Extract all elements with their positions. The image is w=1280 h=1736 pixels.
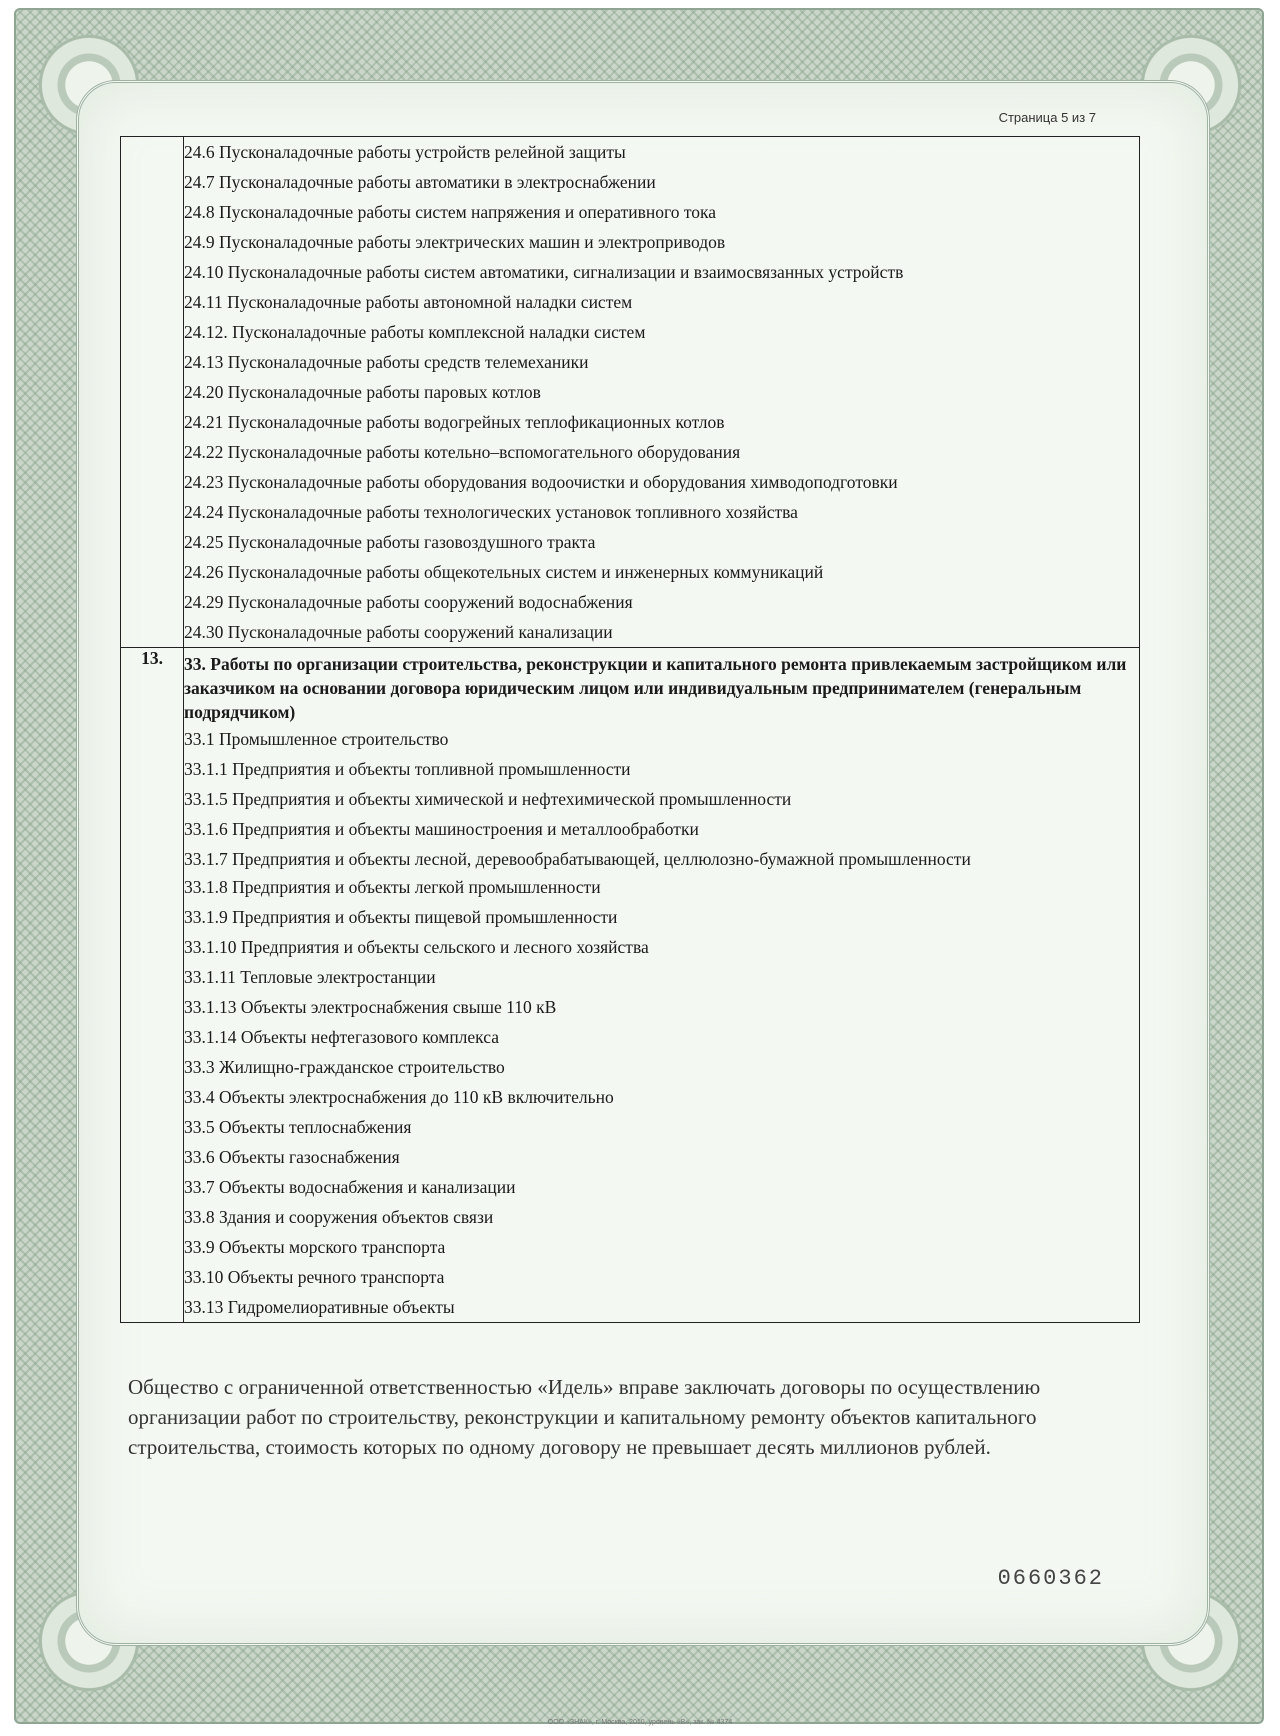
list-item: 33.1.14 Объекты нефтегазового комплекса <box>184 1027 499 1047</box>
page-number: Страница 5 из 7 <box>998 110 1096 125</box>
list-item: 33.13 Гидромелиоративные объекты <box>184 1297 455 1317</box>
row-number: 13. <box>121 648 184 1323</box>
list-item: 24.26 Пусконаладочные работы общекотельных систем и инженерных коммуникаций <box>184 562 824 582</box>
list-item: 24.30 Пусконаладочные работы сооружений канализации <box>184 622 613 642</box>
list-item: 33.1.5 Предприятия и объекты химической и нефтехимической промышленности <box>184 789 792 809</box>
list-item: 33.9 Объекты морского транспорта <box>184 1237 446 1257</box>
list-item: 33.1.10 Предприятия и объекты сельского и лесного хозяйства <box>184 937 649 957</box>
list-item: 33.10 Объекты речного транспорта <box>184 1267 445 1287</box>
list-item: 24.23 Пусконаладочные работы оборудования водоочистки и оборудования химводоподготовки <box>184 472 898 492</box>
list-item: 33.6 Объекты газоснабжения <box>184 1147 400 1167</box>
list-item: 24.6 Пусконаладочные работы устройств релейной защиты <box>184 142 626 162</box>
serial-number: 0660362 <box>997 1566 1104 1591</box>
list-item: 24.8 Пусконаладочные работы систем напряжения и оперативного тока <box>184 202 717 222</box>
row-number-cell <box>121 137 184 648</box>
list-item: 33.1 Промышленное строительство <box>184 729 449 749</box>
list-item: 33.1.1 Предприятия и объекты топливной промышленности <box>184 759 631 779</box>
list-item: 24.24 Пусконаладочные работы технологических установок топливного хозяйства <box>184 502 798 522</box>
list-item: 33.1.7 Предприятия и объекты лесной, деревообрабатывающей, целлюлозно-бумажной промышленности <box>184 849 971 869</box>
section-heading: 33. Работы по организации строительства, реконструкции и капитального ремонта привлекаемым застройщиком или заказчиком на основании договора юридическим лицом или индивидуальным предпринимателем (генеральным подрядчиком) <box>184 654 1127 722</box>
list-item: 24.25 Пусконаладочные работы газовоздушного тракта <box>184 532 596 552</box>
list-item: 24.22 Пусконаладочные работы котельно–вспомогательного оборудования <box>184 442 741 462</box>
list-item: 33.5 Объекты теплоснабжения <box>184 1117 412 1137</box>
section-33-cell <box>184 648 1140 1323</box>
list-item: 24.9 Пусконаладочные работы электрических машин и электроприводов <box>184 232 726 252</box>
list-item: 24.11 Пусконаладочные работы автономной наладки систем <box>184 292 633 312</box>
list-item: 33.4 Объекты электроснабжения до 110 кВ включительно <box>184 1087 614 1107</box>
list-item: 33.3 Жилищно-гражданское строительство <box>184 1057 505 1077</box>
works-table <box>120 136 1140 1323</box>
table-row <box>121 137 1140 648</box>
list-item: 24.13 Пусконаладочные работы средств телемеханики <box>184 352 589 372</box>
list-item: 24.20 Пусконаладочные работы паровых котлов <box>184 382 541 402</box>
list-item: 33.1.13 Объекты электроснабжения свыше 110 кВ <box>184 997 557 1017</box>
table-row <box>121 648 1140 1323</box>
list-item: 33.1.9 Предприятия и объекты пищевой промышленности <box>184 907 618 927</box>
list-item: 24.10 Пусконаладочные работы систем автоматики, сигнализации и взаимосвязанных устройств <box>184 262 904 282</box>
list-item: 24.12. Пусконаладочные работы комплексной наладки систем <box>184 322 646 342</box>
list-item: 33.1.8 Предприятия и объекты легкой промышленности <box>184 877 601 897</box>
list-item: 24.7 Пусконаладочные работы автоматики в электроснабжении <box>184 172 656 192</box>
permission-statement: Общество с ограниченной ответственностью «Идель» вправе заключать договоры по осуществлению организации работ по строительству, реконструкции и капитальному ремонту объектов капитального строительства, стоимость которых по одному договору не превышает десять миллионов рублей. <box>128 1375 1041 1459</box>
list-item: 33.7 Объекты водоснабжения и канализации <box>184 1177 516 1197</box>
printer-imprint: ООО «ЗНАК», г. Москва, 2010, уровень «В», зак. № 4374 <box>547 1719 733 1726</box>
list-item: 33.8 Здания и сооружения объектов связи <box>184 1207 494 1227</box>
list-item: 33.1.6 Предприятия и объекты машиностроения и металлообработки <box>184 819 699 839</box>
list-item: 24.29 Пусконаладочные работы сооружений водоснабжения <box>184 592 633 612</box>
section-24-cell <box>184 137 1140 648</box>
list-item: 24.21 Пусконаладочные работы водогрейных теплофикационных котлов <box>184 412 725 432</box>
list-item: 33.1.11 Тепловые электростанции <box>184 967 436 987</box>
